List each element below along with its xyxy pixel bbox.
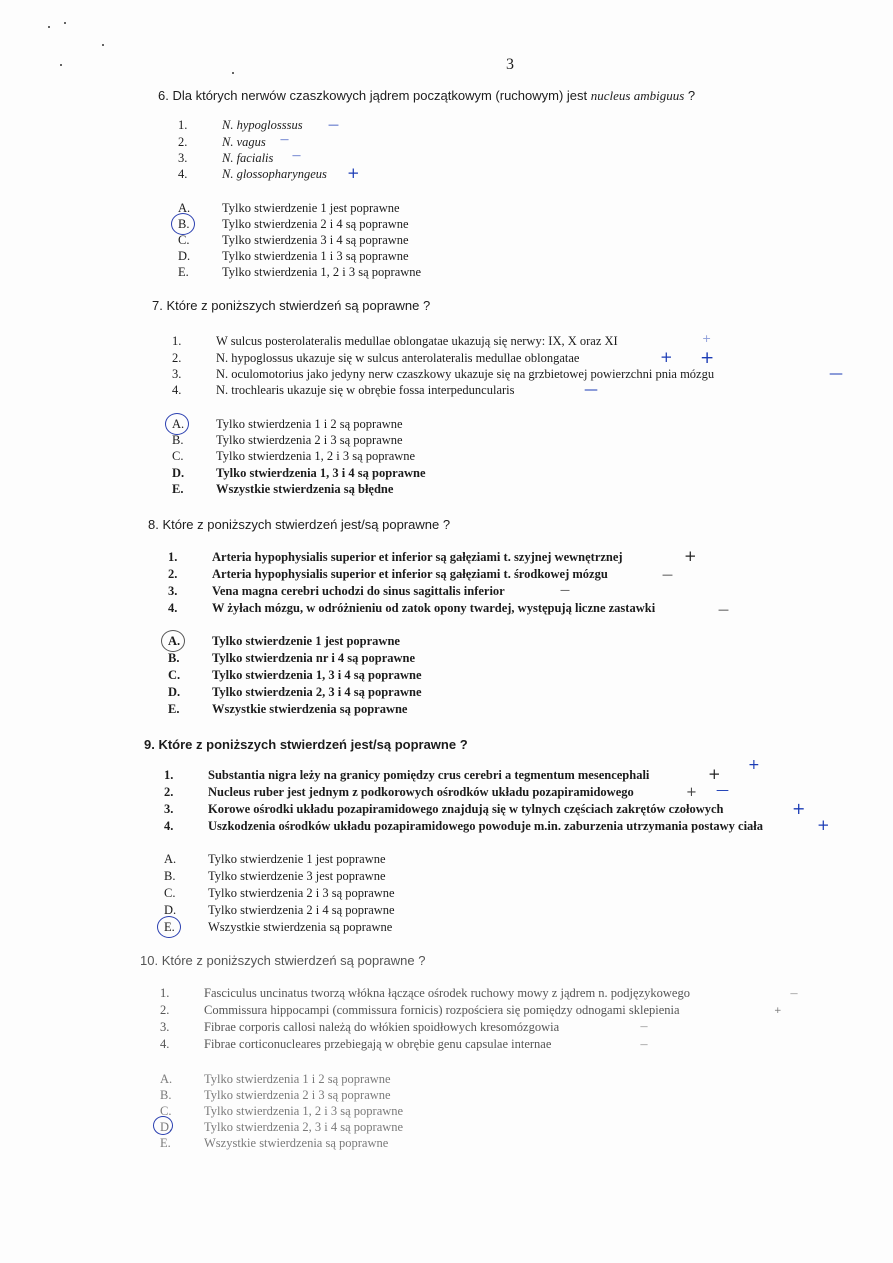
minus-mark: — [640, 1040, 648, 1049]
minus-mark: — [662, 568, 673, 581]
plus-mark: + [684, 547, 697, 565]
minus-mark: — [560, 585, 570, 596]
selected-answer-circle [165, 413, 189, 435]
plus-mark: + [792, 799, 806, 818]
scan-speck [232, 72, 234, 74]
minus-mark: — [640, 1022, 648, 1031]
plus-mark: + [347, 164, 360, 182]
plus-mark: + [748, 757, 760, 773]
minus-mark: — [790, 989, 798, 998]
minus-mark: — [829, 366, 843, 382]
plus-mark: + [708, 765, 721, 783]
scan-speck [64, 22, 66, 24]
question-title: 6. Dla których nerwów czaszkowych jądrem początkowym (ruchowym) jest nucleus ambiguus ? [158, 88, 696, 103]
question-title: 7. Które z poniższych stwierdzeń są poprawne ? [152, 298, 431, 313]
question-title: 10. Które z poniższych stwierdzeń są poprawne ? [140, 953, 426, 968]
minus-mark: — [716, 783, 729, 798]
plus-mark: + [686, 785, 697, 800]
plus-mark: + [817, 816, 830, 834]
page-number: 3 [506, 56, 514, 73]
selected-answer-circle [157, 916, 181, 938]
plus-mark: + [702, 332, 712, 345]
scan-speck [48, 26, 50, 28]
scan-speck [102, 44, 104, 46]
selected-answer-circle [161, 630, 185, 652]
question-title: 8. Które z poniższych stwierdzeń jest/są poprawne ? [148, 517, 451, 532]
selected-answer-circle [171, 213, 195, 235]
scan-speck [60, 64, 62, 66]
plus-mark: + [774, 1006, 782, 1016]
minus-mark: — [584, 382, 598, 398]
minus-mark: — [328, 118, 339, 131]
selected-answer-circle [153, 1116, 173, 1135]
minus-mark: — [718, 603, 729, 616]
question-title: 9. Które z poniższych stwierdzeń jest/są poprawne ? [144, 737, 468, 752]
minus-mark: — [280, 135, 289, 145]
minus-mark: — [292, 151, 301, 161]
plus-mark: + [700, 348, 715, 368]
plus-mark: + [660, 348, 673, 366]
